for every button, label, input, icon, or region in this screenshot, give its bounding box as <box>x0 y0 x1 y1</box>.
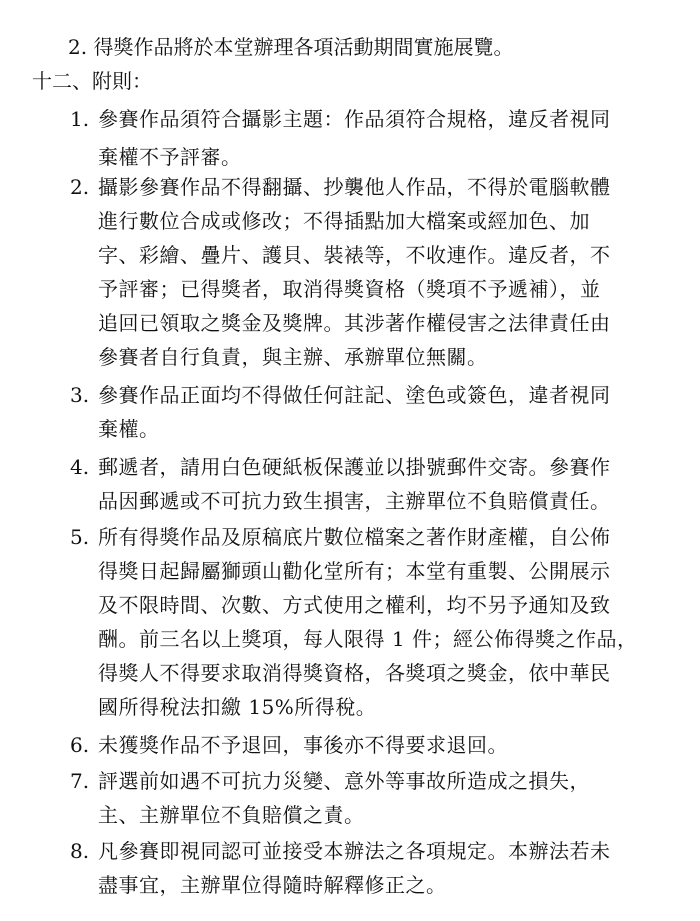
rule-line: 棄權。 <box>98 417 160 441</box>
rule-line: 得獎人不得要求取消得獎資格，各獎項之獎金，依中華民 <box>98 661 611 685</box>
rule-line: 評選前如遇不可抗力災變、意外等事故所造成之損失， <box>98 769 590 793</box>
rule-number: 2. <box>70 175 90 199</box>
rule-number: 3. <box>70 383 90 407</box>
section-heading: 十二、附則： <box>32 69 152 93</box>
rule-line: 國所得稅法扣繳 15%所得稅。 <box>98 695 377 719</box>
rule-line: 郵遞者，請用白色硬紙板保護並以掛號郵件交寄。參賽作 <box>98 455 611 479</box>
rule-line: 參賽者自行負責，與主辦、承辦單位無關。 <box>98 345 488 369</box>
rule-number: 1. <box>70 107 90 131</box>
previous-item-2: 2. 得獎作品將於本堂辦理各項活動期間實施展覽。 <box>68 35 514 59</box>
rule-line: 主、主辦單位不負賠償之責。 <box>98 803 365 827</box>
rule-line: 得獎日起歸屬獅頭山勸化堂所有；本堂有重製、公開展示 <box>98 559 611 583</box>
rule-line: 進行數位合成或修改；不得插點加大檔案或經加色、加 <box>98 209 590 233</box>
rule-number: 7. <box>70 769 90 793</box>
rule-line: 盡事宜，主辦單位得隨時解釋修正之。 <box>98 873 447 897</box>
rule-number: 5. <box>70 525 90 549</box>
rule-line: 棄權不予評審。 <box>98 145 242 169</box>
rule-line: 予評審；已得獎者，取消得獎資格（獎項不予遞補），並 <box>98 277 601 301</box>
rule-line: 凡參賽即視同認可並接受本辦法之各項規定。本辦法若未 <box>98 839 611 863</box>
rule-number: 4. <box>70 455 90 479</box>
rule-line: 追回已領取之獎金及獎牌。其涉著作權侵害之法律責任由 <box>98 311 611 335</box>
rule-number: 6. <box>70 733 90 757</box>
rule-line: 參賽作品正面均不得做任何註記、塗色或簽色，違者視同 <box>98 383 611 407</box>
rule-line: 酬。前三名以上獎項，每人限得 1 件；經公佈得獎之作品， <box>98 627 638 651</box>
rule-line: 未獲獎作品不予退回，事後亦不得要求退回。 <box>98 733 508 757</box>
rule-line: 所有得獎作品及原稿底片數位檔案之著作財產權，自公佈 <box>98 525 611 549</box>
rule-line: 及不限時間、次數、方式使用之權利，均不另予通知及致 <box>98 593 611 617</box>
rule-line: 參賽作品須符合攝影主題：作品須符合規格，違反者視同 <box>98 107 611 131</box>
rule-number: 8. <box>70 839 90 863</box>
rule-line: 品因郵遞或不可抗力致生損害，主辦單位不負賠償責任。 <box>98 489 611 513</box>
rule-line: 攝影參賽作品不得翻攝、抄襲他人作品，不得於電腦軟體 <box>98 175 611 199</box>
rule-line: 字、彩繪、疊片、護貝、裝裱等，不收連作。違反者，不 <box>98 243 611 267</box>
